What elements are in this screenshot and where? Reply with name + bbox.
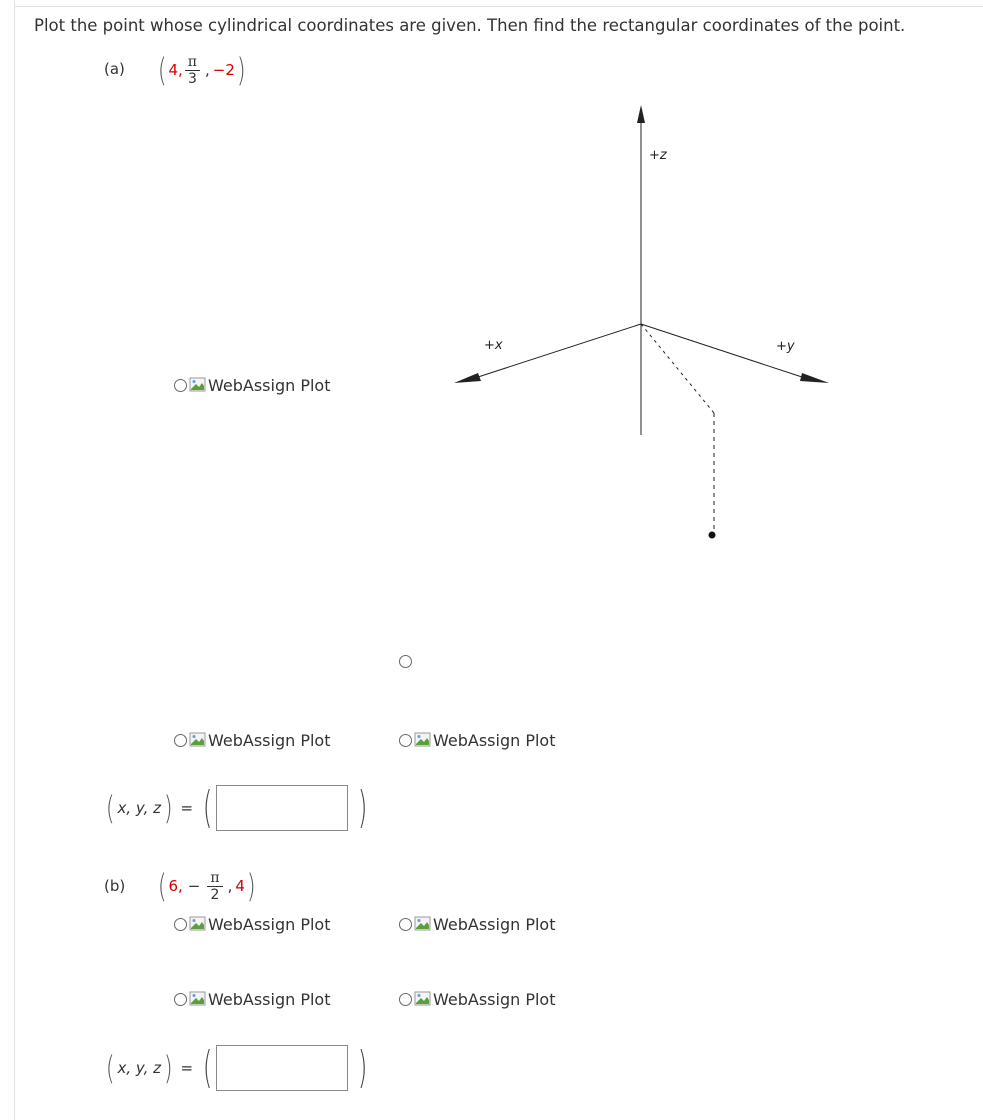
broken-image-icon xyxy=(414,991,432,1007)
close-paren: ) xyxy=(246,867,256,905)
radio-button[interactable] xyxy=(174,379,187,392)
lhs-variables: x, y, z xyxy=(117,799,162,817)
option-label: WebAssign Plot xyxy=(433,989,556,1009)
broken-image-icon xyxy=(189,732,207,748)
y-axis-arrowhead xyxy=(800,373,829,383)
radio-button[interactable] xyxy=(174,734,187,747)
top-border xyxy=(14,6,983,7)
lhs-close-paren: ) xyxy=(163,1049,173,1087)
part-b-cylindrical-coords: ( 6, − $\frac{\pi}{2}$ , 4 ) xyxy=(157,867,256,905)
coord-z: 4 xyxy=(235,877,245,895)
plot-option-b3[interactable] xyxy=(174,989,330,1009)
option-label: WebAssign Plot xyxy=(433,914,556,934)
option-label: WebAssign Plot xyxy=(208,375,331,395)
equals-sign: = xyxy=(180,1059,194,1077)
z-axis-arrowhead xyxy=(637,105,645,123)
y-axis-label: +y xyxy=(776,339,795,354)
theta-numerator: π xyxy=(207,871,222,887)
plot-option-a1[interactable] xyxy=(174,375,330,395)
broken-image-icon xyxy=(189,991,207,1007)
rhs-close-paren: ) xyxy=(358,1042,368,1093)
radio-button[interactable] xyxy=(174,993,187,1006)
broken-image-icon xyxy=(189,916,207,932)
broken-image-icon xyxy=(189,377,207,393)
theta-denominator: 3 xyxy=(187,70,197,87)
option-label: WebAssign Plot xyxy=(208,989,331,1009)
option-label: WebAssign Plot xyxy=(433,730,556,750)
plot-option-b2[interactable] xyxy=(399,914,555,934)
option-label: WebAssign Plot xyxy=(208,730,331,750)
option-label: WebAssign Plot xyxy=(208,914,331,934)
plot-option-a3[interactable] xyxy=(399,730,555,750)
open-paren: ( xyxy=(157,51,167,89)
rhs-open-paren: ( xyxy=(202,1042,213,1093)
question-prompt: Plot the point whose cylindrical coordinates are given. Then find the rectangular coordinates of the point. xyxy=(34,16,906,35)
lhs-open-paren: ( xyxy=(105,789,115,827)
plotted-point xyxy=(709,532,716,539)
projection-line xyxy=(641,324,714,413)
plot-option-a2[interactable] xyxy=(174,730,330,750)
coord-theta xyxy=(185,55,200,86)
part-b-answer-row xyxy=(104,1040,371,1096)
radio-button[interactable] xyxy=(399,993,412,1006)
rhs-open-paren: ( xyxy=(202,782,213,833)
lhs-close-paren: ) xyxy=(163,789,173,827)
theta-denominator: 2 xyxy=(210,886,220,903)
broken-image-icon xyxy=(414,732,432,748)
part-a-cylindrical-coords: ( 4, $\frac{\pi}{3}$ , −2 ) xyxy=(157,51,246,89)
radio-button[interactable] xyxy=(399,734,412,747)
coord-theta xyxy=(207,871,222,902)
coord-r: 6, xyxy=(168,877,183,895)
part-b-label: (b) xyxy=(104,877,126,895)
theta-sign: − xyxy=(187,877,201,895)
x-axis-arrowhead xyxy=(454,373,481,383)
z-axis-label: +z xyxy=(649,148,667,163)
rhs-close-paren: ) xyxy=(358,782,368,833)
lhs-open-paren: ( xyxy=(105,1049,115,1087)
left-border xyxy=(14,0,15,1120)
answer-input-b[interactable] xyxy=(216,1045,348,1091)
broken-image-icon xyxy=(414,916,432,932)
plot-option-b1[interactable] xyxy=(174,914,330,934)
answer-input-a[interactable] xyxy=(216,785,348,831)
part-a-answer-row xyxy=(104,780,371,836)
theta-numerator: π xyxy=(185,55,200,71)
lhs-variables: x, y, z xyxy=(117,1059,162,1077)
coord-r: 4, xyxy=(168,61,183,79)
plot-option-b4[interactable] xyxy=(399,989,555,1009)
x-axis-label: +x xyxy=(484,338,503,353)
coord-z: −2 xyxy=(212,61,235,79)
plot-option-radio[interactable] xyxy=(399,655,412,668)
open-paren: ( xyxy=(157,867,167,905)
part-a-label: (a) xyxy=(104,60,125,78)
radio-button[interactable] xyxy=(399,918,412,931)
cylindrical-point-plot xyxy=(440,95,840,555)
radio-button[interactable] xyxy=(174,918,187,931)
close-paren: ) xyxy=(236,51,246,89)
equals-sign: = xyxy=(180,799,194,817)
